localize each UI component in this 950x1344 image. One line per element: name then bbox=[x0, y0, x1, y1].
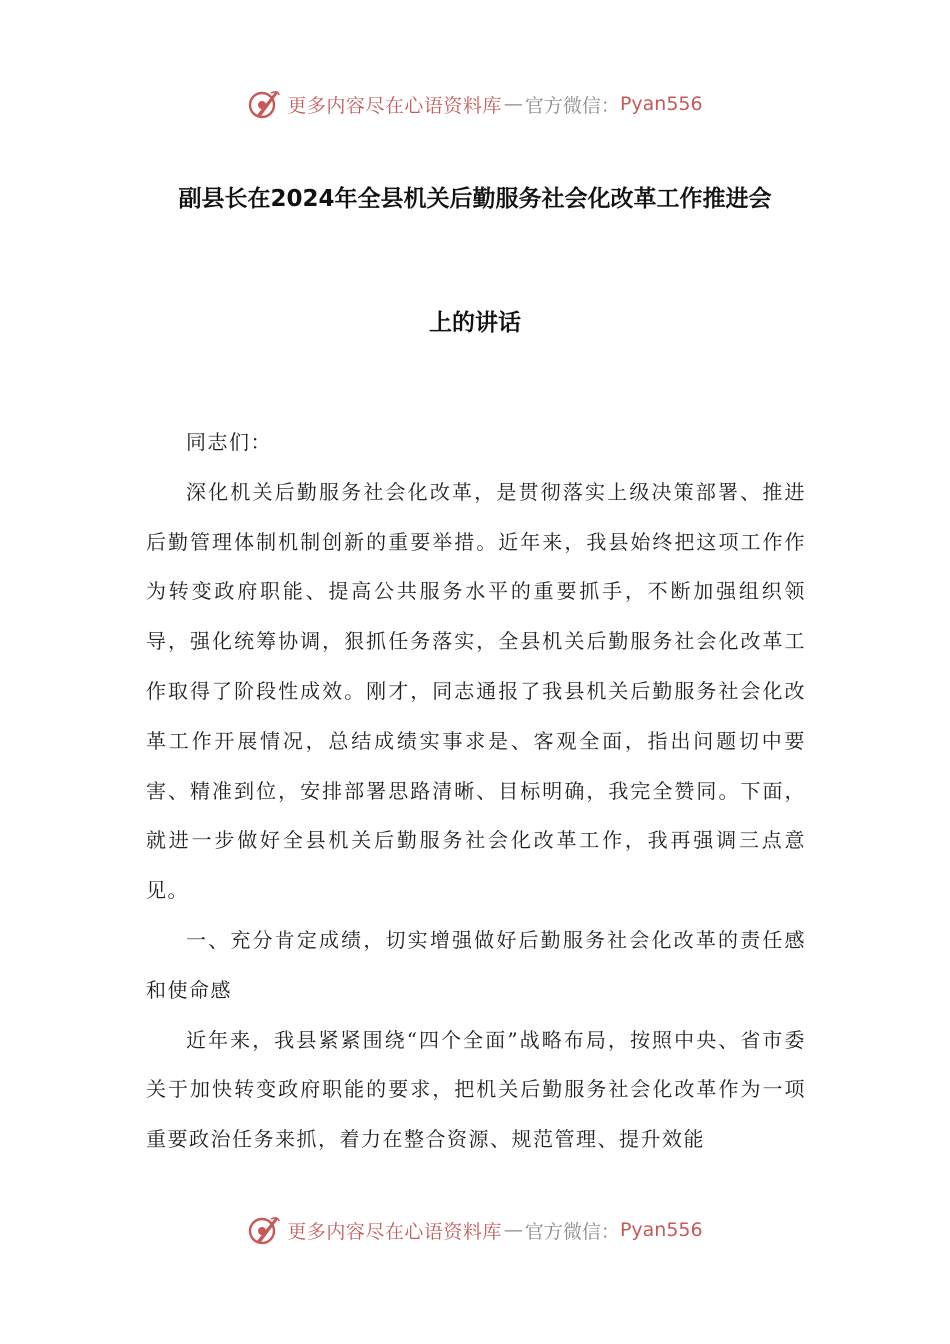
section-heading: 一、充分肯定成绩，切实增强做好后勤服务社会化改革的责任感和使命感 bbox=[146, 927, 806, 1002]
watermark-main-text: 更多内容尽在心语资料库 bbox=[287, 1220, 502, 1243]
footer-watermark bbox=[0, 1210, 950, 1250]
body-paragraph: 深化机关后勤服务社会化改革，是贯彻落实上级决策部署、推进后勤管理体制机制创新的重要举措。近年来，我县始终把这项工作作为转变政府职能、提高公共服务水平的重要抓手，不断加强组织领导，强化统筹协调，狠抓任务落实，全县机关后勤服务社会化改革工作取得了阶段性成效。刚才，同志通报了我县机关后勤服务社会化改革工作开展情况，总结成绩实事求是、客观全面，指出问题切中要害、精准到位，安排部署思路清晰、目标明确，我完全赞同。下面，就进一步做好全县机关后勤服务社会化改革工作，我再强调三点意见。 bbox=[146, 479, 806, 903]
watermark-wechat-id: Pyan556 bbox=[619, 93, 703, 115]
watermark-separator: — bbox=[503, 1219, 523, 1241]
quill-pen-circle-icon bbox=[247, 87, 281, 121]
watermark-separator: — bbox=[503, 93, 523, 115]
header-watermark bbox=[0, 84, 950, 124]
document-title-line1: 副县长在2024年全县机关后勤服务社会化改革工作推进会 bbox=[178, 186, 772, 212]
document-body bbox=[146, 418, 806, 1165]
quill-pen-circle-icon bbox=[247, 1213, 281, 1247]
watermark-suffix-text: 官方微信： bbox=[524, 94, 620, 117]
salutation: 同志们： bbox=[186, 430, 272, 454]
watermark-main-text: 更多内容尽在心语资料库 bbox=[287, 94, 502, 117]
document-title-line2: 上的讲话 bbox=[429, 310, 521, 336]
watermark-suffix-text: 官方微信： bbox=[524, 1220, 620, 1243]
watermark-wechat-id: Pyan556 bbox=[619, 1219, 703, 1241]
body-paragraph: 近年来，我县紧紧围绕“四个全面”战略布局，按照中央、省市委关于加快转变政府职能的要求，把机关后勤服务社会化改革作为一项重要政治任务来抓，着力在整合资源、规范管理、提升效能 bbox=[146, 1027, 806, 1152]
